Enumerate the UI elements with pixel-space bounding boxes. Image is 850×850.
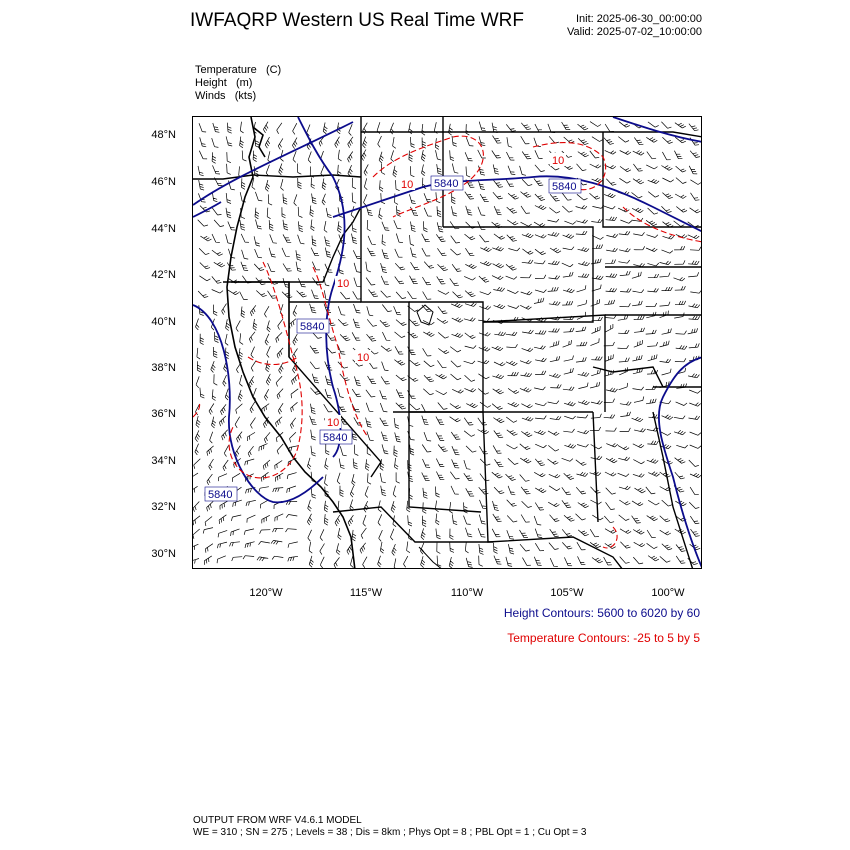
footer-model-line: OUTPUT FROM WRF V4.6.1 MODEL <box>193 815 362 826</box>
valid-time: Valid: 2025-07-02_10:00:00 <box>567 26 702 38</box>
temp-label-2: 10 <box>357 352 370 364</box>
lat-tick-46: 46°N <box>151 176 176 188</box>
lon-tick-120: 120°W <box>249 587 283 599</box>
map-title: IWFAQRP Western US Real Time WRF <box>190 10 524 31</box>
height-label-5: 5840 <box>552 181 577 193</box>
lat-tick-40: 40°N <box>151 316 176 328</box>
temp-label-3: 10 <box>401 179 414 191</box>
height-label-1: 5840 <box>300 321 325 333</box>
field-height: Height (m) <box>195 77 253 89</box>
lat-tick-48: 48°N <box>151 129 176 141</box>
temperature-contours <box>193 136 702 548</box>
init-time: Init: 2025-06-30_00:00:00 <box>576 13 702 25</box>
temperature-contours-note: Temperature Contours: -25 to 5 by 5 <box>507 631 700 645</box>
lat-tick-32: 32°N <box>151 501 176 513</box>
temp-label-4: 10 <box>552 155 565 167</box>
model-footer <box>193 815 586 839</box>
lon-tick-110: 110°W <box>450 587 484 599</box>
lat-tick-44: 44°N <box>151 223 176 235</box>
map-canvas <box>193 117 702 569</box>
height-contour-labels <box>205 176 581 501</box>
lat-tick-38: 38°N <box>151 362 176 374</box>
lat-tick-30: 30°N <box>151 548 176 560</box>
field-winds: Winds (kts) <box>195 90 257 102</box>
field-legend <box>195 64 281 103</box>
map-panel <box>192 116 702 569</box>
height-label-2: 5840 <box>323 432 348 444</box>
lon-tick-105: 105°W <box>550 587 584 599</box>
temp-label-1: 10 <box>337 278 350 290</box>
height-label-4: 5840 <box>434 178 459 190</box>
lat-tick-36: 36°N <box>151 408 176 420</box>
height-label-3: 5840 <box>208 489 233 501</box>
lon-tick-100: 100°W <box>651 587 685 599</box>
footer-config-line: WE = 310 ; SN = 275 ; Levels = 38 ; Dis = 8km ; Phys Opt = 8 ; PBL Opt = 1 ; Cu Opt = 3 <box>193 827 587 838</box>
lat-tick-34: 34°N <box>151 455 176 467</box>
run-times <box>567 13 702 39</box>
lat-tick-42: 42°N <box>151 269 176 281</box>
lon-tick-115: 115°W <box>349 587 383 599</box>
height-contours-note: Height Contours: 5600 to 6020 by 60 <box>503 606 700 620</box>
temp-label-5: 10 <box>327 417 340 429</box>
lakes-rivers <box>417 305 443 569</box>
field-temperature: Temperature (C) <box>195 64 282 76</box>
